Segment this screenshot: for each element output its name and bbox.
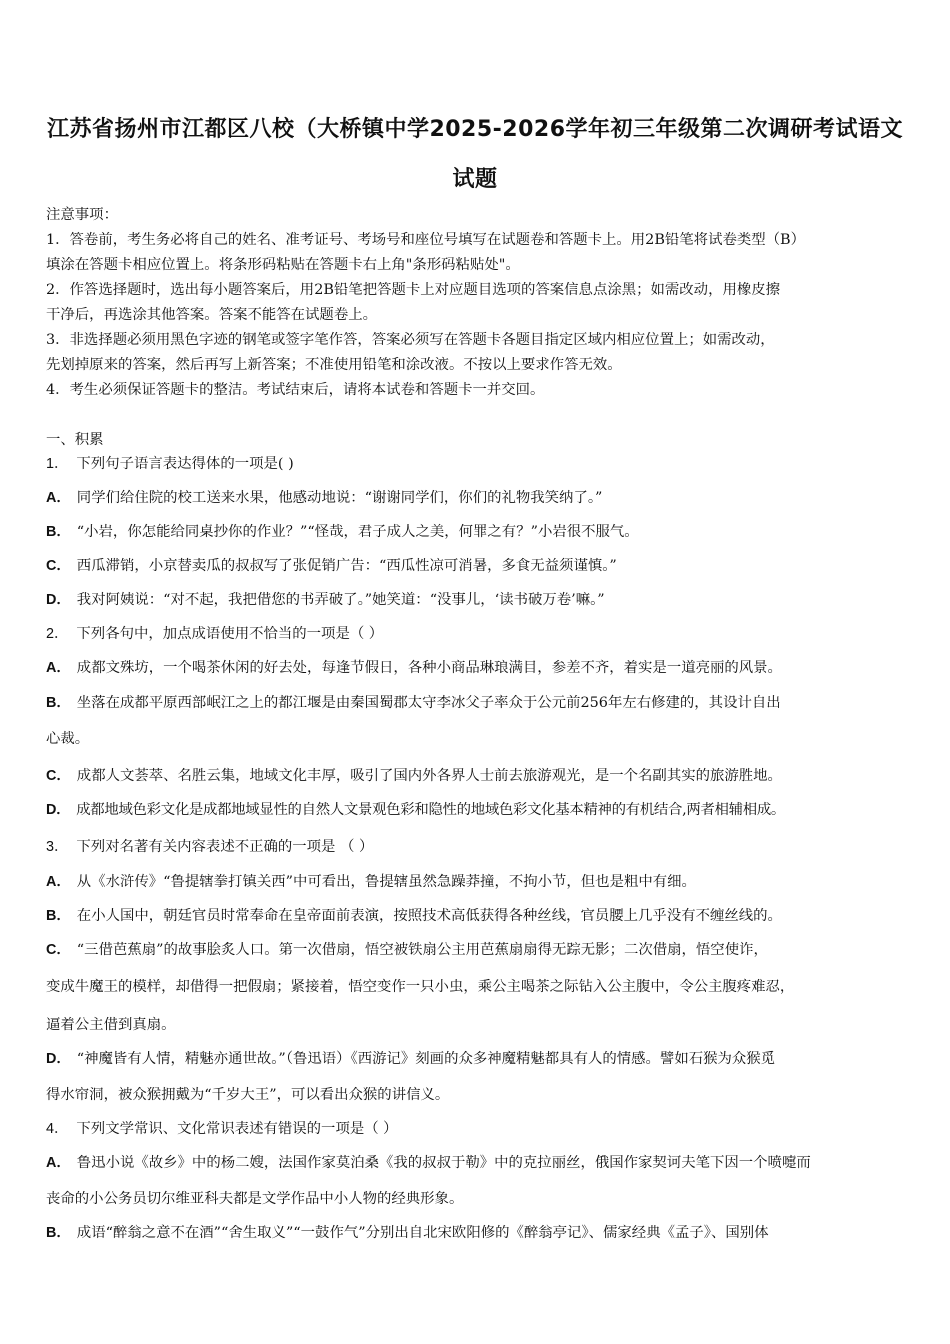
option-label: B． [46, 1225, 71, 1241]
option-text: 从《水浒传》“鲁提辖拳打镇关西”中可看出，鲁提辖虽然急躁莽撞，不拘小节，但也是粗中有细。 [76, 874, 696, 890]
option-label: C． [46, 768, 71, 784]
option-text: 成都文殊坊，一个喝茶休闲的好去处，每逢节假日，各种小商品琳琅满目，参差不齐，着实是一道亮丽的风景。 [76, 660, 782, 676]
option-text: 坐落在成都平原西部岷江之上的都江堰是由秦国蜀郡太守李冰父子率众于公元前256年左右修建的，其设计自出 [76, 695, 781, 711]
option-label: D． [46, 1051, 71, 1067]
question-text: 下列各句中，加点成语使用不恰当的一项是（ ） [76, 626, 384, 642]
question-text: 下列句子语言表达得体的一项是( ) [76, 456, 294, 472]
option-label: B． [46, 695, 71, 711]
question-number: 1． [46, 456, 69, 472]
option-label: C． [46, 558, 71, 574]
q4-option-b [46, 1221, 916, 1242]
option-text: “神魔皆有人情，精魅亦通世故。”（鲁迅语）《西游记》刻画的众多神魔精魅都具有人的情感。譬如石猴为众猴觅 [76, 1051, 776, 1067]
option-text: “小岩，你怎能给同桌抄你的作业？”“怪哉，君子成人之美，何罪之有？”小岩很不服气。 [76, 524, 639, 540]
question-2-stem [46, 622, 916, 643]
exam-title-line1: 江苏省扬州市江都区八校（大桥镇中学2025-2026学年初三年级第二次调研考试语文 [46, 117, 904, 142]
q2-option-c [46, 764, 916, 785]
option-label: D． [46, 592, 71, 608]
notice-line: 1．答卷前，考生务必将自己的姓名、准考证号、考场号和座位号填写在试题卷和答题卡上。用2B铅笔将试卷类型（B） [46, 232, 805, 248]
notice-heading: 注意事项： [46, 207, 118, 223]
question-number: 2． [46, 626, 69, 642]
notice-line: 先划掉原来的答案，然后再写上新答案；不准使用铅笔和涂改液。不按以上要求作答无效。 [46, 357, 622, 373]
notice-line: 干净后，再选涂其他答案。答案不能答在试题卷上。 [46, 307, 377, 323]
q3-option-d-cont: 得水帘洞，被众猴拥戴为“千岁大王”，可以看出众猴的讲信义。 [46, 1087, 450, 1103]
question-number: 4． [46, 1121, 69, 1137]
notice-line: 3．非选择题必须用黑色字迹的钢笔或签字笔作答，答案必须写在答题卡各题目指定区域内相应位置上；如需改动， [46, 332, 775, 348]
q1-option-c [46, 554, 916, 575]
option-label: A． [46, 874, 71, 890]
q4-option-a-cont: 丧命的小公务员切尔维亚科夫都是文学作品中小人物的经典形象。 [46, 1191, 464, 1207]
q4-option-a [46, 1151, 916, 1172]
option-label: C． [46, 942, 71, 958]
question-text: 下列对名著有关内容表述不正确的一项是 （ ） [76, 839, 374, 855]
notice-line: 填涂在答题卡相应位置上。将条形码粘贴在答题卡右上角"条形码粘贴处"。 [46, 257, 520, 273]
option-text: “三借芭蕉扇”的故事脍炙人口。第一次借扇，悟空被铁扇公主用芭蕉扇扇得无踪无影；二次借扇，悟空使诈， [76, 942, 768, 958]
q2-option-b-cont: 心裁。 [46, 731, 90, 747]
q1-option-b [46, 520, 916, 541]
option-label: A． [46, 1155, 71, 1171]
question-1-stem [46, 452, 916, 473]
q2-option-a [46, 656, 916, 677]
q2-option-d [46, 798, 916, 819]
q3-option-c-cont: 变成牛魔王的模样，却借得一把假扇；紧接着，悟空变作一只小虫，乘公主喝茶之际钻入公主腹中，令公主腹疼难忍， [46, 979, 795, 995]
notice-line: 2．作答选择题时，选出每小题答案后，用2B铅笔把答题卡上对应题目选项的答案信息点涂黑；如需改动，用橡皮擦 [46, 282, 781, 298]
option-label: B． [46, 524, 71, 540]
q1-option-a [46, 486, 916, 507]
q2-option-b [46, 691, 916, 712]
option-text: 成语“醉翁之意不在酒”“舍生取义”“一鼓作气”分别出自北宋欧阳修的《醉翁亭记》、儒家经典《孟子》、国别体 [76, 1225, 769, 1241]
question-number: 3． [46, 839, 69, 855]
option-text: 西瓜滞销，小京替卖瓜的叔叔写了张促销广告：“西瓜性凉可消暑，多食无益须谨慎。” [76, 558, 617, 574]
option-text: 成都人文荟萃、名胜云集，地域文化丰厚，吸引了国内外各界人士前去旅游观光，是一个名副其实的旅游胜地。 [76, 768, 782, 784]
question-3-stem [46, 835, 916, 856]
option-text: 同学们给住院的校工送来水果，他感动地说：“谢谢同学们，你们的礼物我笑纳了。” [76, 490, 603, 506]
q1-option-d [46, 588, 916, 609]
q3-option-b [46, 904, 916, 925]
option-label: A． [46, 490, 71, 506]
q3-option-a [46, 870, 916, 891]
exam-title-line2: 试题 [452, 167, 498, 192]
option-label: A． [46, 660, 71, 676]
section-heading: 一、积累 [46, 432, 104, 448]
q3-option-c [46, 938, 916, 959]
option-label: D． [46, 802, 71, 818]
option-text: 在小人国中，朝廷官员时常奉命在皇帝面前表演，按照技术高低获得各种丝线，官员腰上几乎没有不缠丝线的。 [76, 908, 782, 924]
option-text: 我对阿姨说：“对不起，我把借您的书弄破了。”她笑道：“没事儿，‘读书破万卷’嘛。” [76, 592, 605, 608]
option-text: 成都地域色彩文化是成都地域显性的自然人文景观色彩和隐性的地域色彩文化基本精神的有机结合,两者相辅相成。 [76, 802, 785, 818]
q3-option-d [46, 1047, 916, 1068]
question-text: 下列文学常识、文化常识表述有错误的一项是（ ） [76, 1121, 398, 1137]
option-text: 鲁迅小说《故乡》中的杨二嫂，法国作家莫泊桑《我的叔叔于勒》中的克拉丽丝，俄国作家契诃夫笔下因一个喷嚏而 [76, 1155, 811, 1171]
option-label: B． [46, 908, 71, 924]
notice-line: 4．考生必须保证答题卡的整洁。考试结束后，请将本试卷和答题卡一并交回。 [46, 382, 545, 398]
question-4-stem [46, 1117, 916, 1138]
q3-option-c-cont: 逼着公主借到真扇。 [46, 1017, 176, 1033]
